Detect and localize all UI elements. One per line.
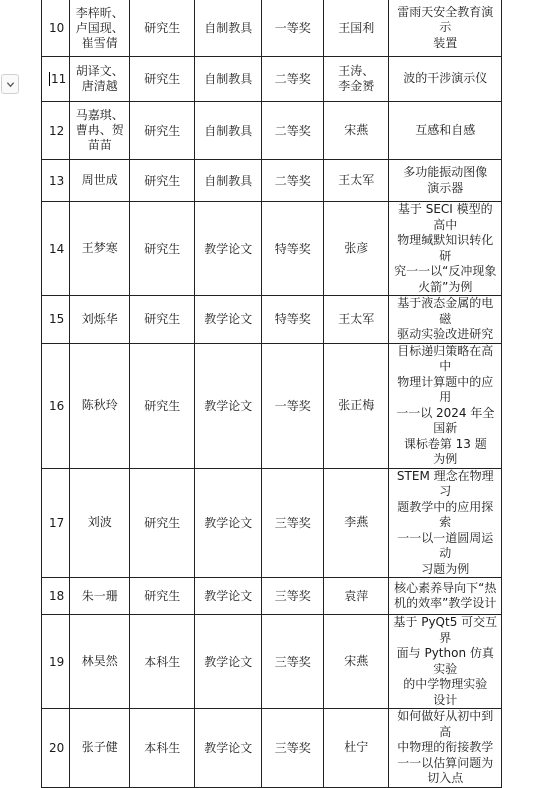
category-cell: 教学论文 bbox=[195, 343, 262, 468]
cell-line: 王梦寒 bbox=[81, 241, 118, 255]
advisor-cell bbox=[324, 615, 389, 709]
advisor-cell bbox=[324, 343, 389, 468]
cell-line: 基于 SECI 模型的高中 bbox=[397, 202, 493, 232]
row-number: 17 bbox=[49, 515, 65, 530]
work-title-cell bbox=[389, 343, 502, 468]
category-cell: 自制教具 bbox=[195, 160, 262, 202]
category-cell: 教学论文 bbox=[195, 615, 262, 709]
cell-line: 互感和自感 bbox=[415, 122, 476, 137]
level-cell: 研究生 bbox=[130, 0, 195, 57]
work-title-cell bbox=[389, 202, 502, 296]
level-cell: 研究生 bbox=[130, 343, 195, 468]
advisor-cell bbox=[324, 102, 389, 160]
advisor-cell bbox=[324, 468, 389, 578]
category-cell: 教学论文 bbox=[195, 468, 262, 578]
cell-line: 李燕 bbox=[344, 515, 369, 530]
row-number: 20 bbox=[49, 740, 65, 755]
cell-line: 马嘉琪、 bbox=[75, 108, 124, 122]
category-cell: 自制教具 bbox=[195, 0, 262, 57]
row-number-cell bbox=[42, 160, 70, 202]
advisor-cell bbox=[324, 57, 389, 102]
work-title-cell bbox=[389, 296, 502, 344]
cell-line: 崔雪倩 bbox=[81, 35, 118, 50]
student-names-cell bbox=[70, 296, 130, 344]
cell-line: STEM 理念在物理习 bbox=[396, 468, 494, 498]
row-number-cell bbox=[42, 468, 70, 578]
award-cell: 特等奖 bbox=[262, 202, 324, 296]
table-row bbox=[42, 57, 502, 102]
row-number-cell bbox=[42, 202, 70, 296]
row-number: 18 bbox=[49, 589, 65, 603]
student-names-cell bbox=[70, 615, 130, 709]
level-cell: 研究生 bbox=[130, 102, 195, 160]
cell-line: 物理缄默知识转化研 bbox=[397, 233, 494, 263]
row-number-cell bbox=[42, 57, 70, 102]
work-title-cell bbox=[389, 709, 502, 788]
row-number: 15 bbox=[49, 312, 65, 327]
category-cell: 教学论文 bbox=[195, 709, 262, 788]
work-title-cell bbox=[389, 578, 502, 615]
award-cell: 二等奖 bbox=[262, 102, 324, 160]
row-number: 14 bbox=[49, 241, 65, 256]
level-cell: 本科生 bbox=[130, 615, 195, 709]
award-cell: 特等奖 bbox=[262, 296, 324, 344]
cell-line: 题教学中的应用探索 bbox=[397, 499, 494, 529]
row-number: 16 bbox=[49, 398, 65, 413]
award-cell: 三等奖 bbox=[262, 578, 324, 615]
work-title-cell bbox=[389, 102, 502, 160]
row-number-cell bbox=[42, 0, 70, 57]
cell-line: 雷雨天安全教育演示 bbox=[397, 4, 494, 35]
category-cell: 自制教具 bbox=[195, 102, 262, 160]
cell-line: 陈秋玲 bbox=[81, 398, 118, 412]
cell-line: 演示器 bbox=[427, 180, 464, 195]
row-number-cell bbox=[42, 343, 70, 468]
cell-line: 曹冉、贺 bbox=[75, 123, 124, 137]
student-names-cell bbox=[70, 578, 130, 615]
advisor-cell bbox=[324, 578, 389, 615]
level-cell: 研究生 bbox=[130, 57, 195, 102]
row-number-cell bbox=[42, 709, 70, 788]
category-cell: 教学论文 bbox=[195, 296, 262, 344]
cell-line: 物理计算题中的应用 bbox=[397, 374, 494, 404]
cell-line: 周世成 bbox=[81, 173, 118, 187]
row-number-cell bbox=[42, 578, 70, 615]
cell-line: 王太军 bbox=[338, 311, 375, 326]
work-title-cell bbox=[389, 615, 502, 709]
table-row bbox=[42, 709, 502, 788]
cell-line: 胡译文、 bbox=[75, 64, 124, 78]
award-cell: 三等奖 bbox=[262, 468, 324, 578]
cell-line: 设计 bbox=[433, 692, 458, 707]
row-number: 12 bbox=[49, 123, 65, 138]
cell-line: 李金赟 bbox=[338, 79, 375, 93]
cell-line: 卢国现、 bbox=[75, 20, 124, 35]
cell-line: 习题为例 bbox=[421, 561, 470, 576]
cell-line: 波的干涉演示仪 bbox=[403, 71, 488, 86]
student-names-cell bbox=[70, 709, 130, 788]
work-title-cell bbox=[389, 160, 502, 202]
student-names-cell bbox=[70, 102, 130, 160]
row-number-cell bbox=[42, 615, 70, 709]
chevron-down-icon bbox=[6, 80, 15, 89]
cell-line: 苗苗 bbox=[87, 138, 112, 152]
cell-line: 朱一珊 bbox=[81, 588, 118, 603]
table-row bbox=[42, 160, 502, 202]
row-number[interactable]: 11 bbox=[51, 72, 67, 86]
cell-line: 李梓昕、 bbox=[75, 5, 124, 20]
cell-line: 宋燕 bbox=[344, 654, 369, 668]
cell-line: 袁萍 bbox=[344, 588, 369, 603]
work-title-cell bbox=[389, 468, 502, 578]
cell-line: 唐清越 bbox=[81, 79, 118, 93]
collapse-toggle[interactable] bbox=[1, 74, 19, 94]
student-names-cell bbox=[70, 343, 130, 468]
cell-line: 如何做好从初中到高 bbox=[397, 709, 494, 739]
student-names-cell bbox=[70, 468, 130, 578]
table-row bbox=[42, 0, 502, 57]
page-left-margin bbox=[0, 0, 20, 652]
cell-line: 刘波 bbox=[87, 515, 112, 530]
cell-line: 宋燕 bbox=[344, 123, 369, 137]
work-title-cell bbox=[389, 0, 502, 57]
cell-line: 机的效率”教学设计 bbox=[394, 596, 497, 610]
cell-line: 火箭”为例 bbox=[418, 279, 473, 294]
cell-line: 的中学物理实验 bbox=[403, 677, 488, 691]
cell-line: 一一以估算问题为 bbox=[397, 755, 494, 770]
cell-line: 林昊然 bbox=[81, 654, 118, 668]
cell-line: 中物理的衔接教学 bbox=[397, 740, 494, 754]
row-number: 10 bbox=[49, 21, 65, 35]
cell-line: 究一一以“反冲现象 bbox=[394, 264, 497, 278]
advisor-cell bbox=[324, 0, 389, 57]
category-cell: 教学论文 bbox=[195, 578, 262, 615]
cell-line: 装置 bbox=[433, 35, 458, 50]
table-row bbox=[42, 468, 502, 578]
cell-line: 一一以一道圆周运动 bbox=[397, 530, 494, 560]
cell-line: 王太军 bbox=[338, 173, 375, 187]
advisor-cell bbox=[324, 202, 389, 296]
student-names-cell bbox=[70, 160, 130, 202]
student-names-cell bbox=[70, 202, 130, 296]
category-cell: 教学论文 bbox=[195, 202, 262, 296]
row-number-cell bbox=[42, 296, 70, 344]
level-cell: 研究生 bbox=[130, 296, 195, 344]
award-cell: 一等奖 bbox=[262, 0, 324, 57]
cell-line: 基于液态金属的电磁 bbox=[397, 296, 494, 326]
award-cell: 三等奖 bbox=[262, 709, 324, 788]
table-row bbox=[42, 578, 502, 615]
row-number-cell bbox=[42, 102, 70, 160]
cell-line: 刘烁华 bbox=[81, 311, 118, 326]
student-names-cell bbox=[70, 57, 130, 102]
advisor-cell bbox=[324, 296, 389, 344]
cell-line: 为例 bbox=[433, 452, 458, 466]
cell-line: 目标递归策略在高中 bbox=[397, 343, 494, 373]
table-row bbox=[42, 296, 502, 344]
table-row bbox=[42, 615, 502, 709]
level-cell: 研究生 bbox=[130, 468, 195, 578]
cell-line: 王涛、 bbox=[338, 64, 375, 78]
level-cell: 研究生 bbox=[130, 578, 195, 615]
cell-line: 驱动实验改进研究 bbox=[397, 327, 494, 341]
student-names-cell bbox=[70, 0, 130, 57]
category-cell: 自制教具 bbox=[195, 57, 262, 102]
cell-line: 杜宁 bbox=[344, 740, 369, 755]
cell-line: 张彦 bbox=[344, 241, 369, 255]
advisor-cell bbox=[324, 160, 389, 202]
cell-line: 多功能振动图像 bbox=[403, 165, 488, 179]
row-number: 19 bbox=[49, 654, 65, 669]
level-cell: 本科生 bbox=[130, 709, 195, 788]
award-cell: 二等奖 bbox=[262, 57, 324, 102]
cell-line: 课标卷第 13 题 bbox=[403, 436, 487, 451]
cell-line: 张子健 bbox=[81, 740, 118, 755]
table-row bbox=[42, 102, 502, 160]
cell-line: 张正梅 bbox=[338, 398, 375, 412]
award-cell: 二等奖 bbox=[262, 160, 324, 202]
table-row bbox=[42, 343, 502, 468]
cell-line: 核心素养导向下“热 bbox=[394, 580, 497, 595]
cell-line: 一一以 2024 年全国新 bbox=[396, 405, 495, 435]
cell-line: 面与 Python 仿真实验 bbox=[396, 646, 494, 676]
award-cell: 一等奖 bbox=[262, 343, 324, 468]
cell-line: 王国利 bbox=[338, 20, 375, 35]
table-row bbox=[42, 202, 502, 296]
level-cell: 研究生 bbox=[130, 202, 195, 296]
cell-line: 切入点 bbox=[427, 771, 464, 785]
work-title-cell bbox=[389, 57, 502, 102]
award-table bbox=[41, 0, 502, 788]
row-number: 13 bbox=[49, 173, 65, 188]
cell-line: 基于 PyQt5 可交互界 bbox=[393, 615, 498, 645]
level-cell: 研究生 bbox=[130, 160, 195, 202]
award-cell: 三等奖 bbox=[262, 615, 324, 709]
advisor-cell bbox=[324, 709, 389, 788]
